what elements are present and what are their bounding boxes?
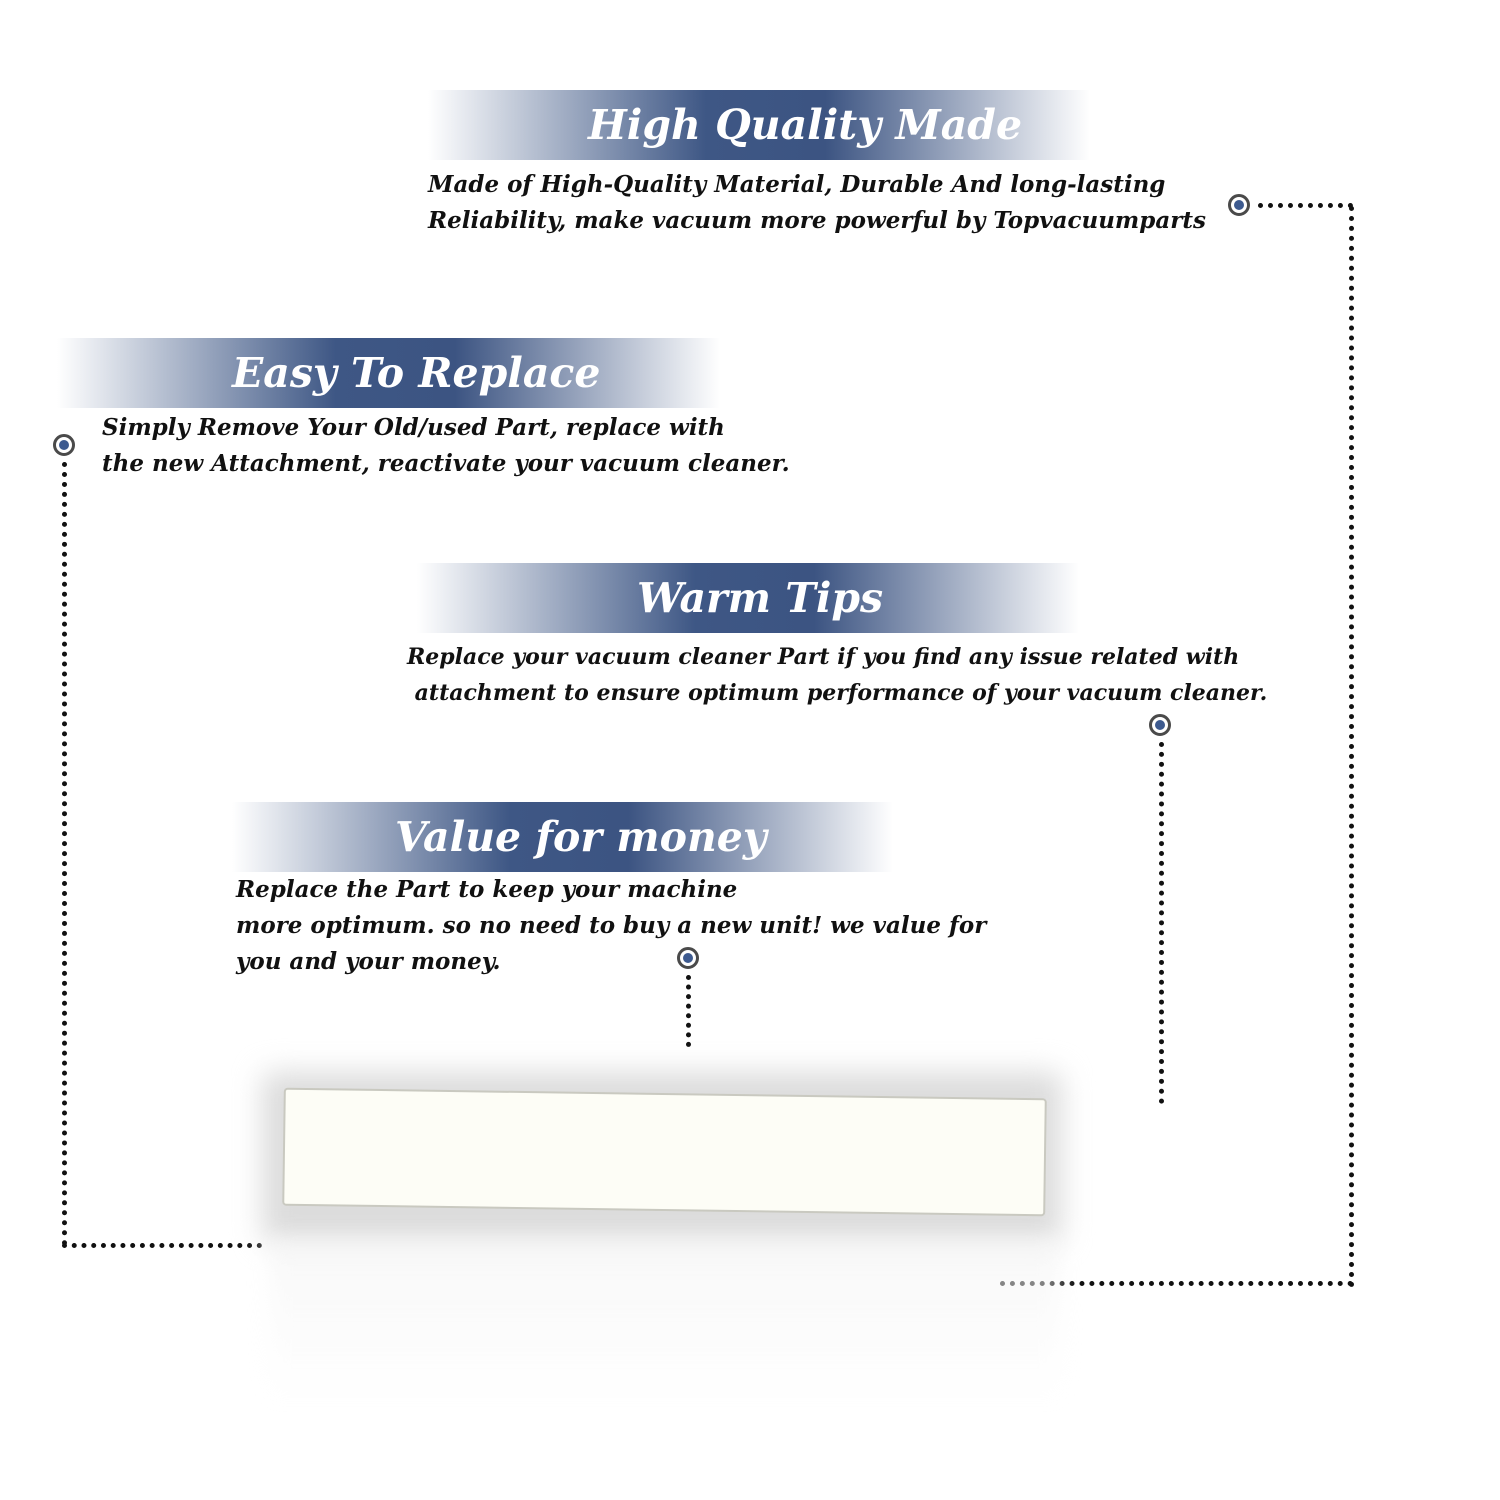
banner-high-quality (428, 90, 1090, 160)
desc-value-money-line1: Replace the Part to keep your machine (236, 876, 738, 903)
desc-high-quality (428, 167, 1206, 239)
connector-line (62, 1243, 262, 1253)
desc-value-money-line2: more optimum. so no need to buy a new unit! we value for (236, 912, 987, 939)
desc-easy-replace-line2: the new Attachment, reactivate your vacuum cleaner. (102, 450, 790, 477)
bullet-dot-icon (1228, 194, 1250, 216)
connector-line (1258, 203, 1353, 213)
connector-line (1349, 206, 1359, 1288)
connector-line (62, 462, 72, 1246)
desc-easy-replace-line1: Simply Remove Your Old/used Part, replace with (102, 414, 725, 441)
desc-warm-tips (407, 639, 1267, 711)
banner-value-money (232, 802, 893, 872)
banner-warm-tips (417, 563, 1079, 633)
desc-high-quality-line1: Made of High-Quality Material, Durable And long-lasting (428, 171, 1166, 198)
connector-line (686, 975, 696, 1047)
product-reflection (270, 1240, 1060, 1400)
banner-easy-replace (57, 338, 720, 408)
title-warm-tips: Warm Tips (637, 574, 884, 622)
desc-warm-tips-line1: Replace your vacuum cleaner Part if you find any issue related with (407, 644, 1240, 670)
connector-line (1159, 742, 1169, 1104)
product-image (282, 1088, 1047, 1217)
desc-high-quality-line2: Reliability, make vacuum more powerful by Topvacuumparts (428, 207, 1206, 234)
desc-value-money (236, 872, 986, 980)
title-easy-replace: Easy To Replace (232, 349, 601, 397)
bullet-dot-icon (53, 434, 75, 456)
title-value-money: Value for money (395, 813, 767, 861)
desc-value-money-line3: you and your money. (236, 948, 501, 975)
title-high-quality: High Quality Made (588, 101, 1023, 149)
desc-easy-replace (102, 410, 790, 482)
bullet-dot-icon (1149, 714, 1171, 736)
bullet-dot-icon (677, 947, 699, 969)
desc-warm-tips-line2: attachment to ensure optimum performance of your vacuum cleaner. (407, 680, 1268, 706)
